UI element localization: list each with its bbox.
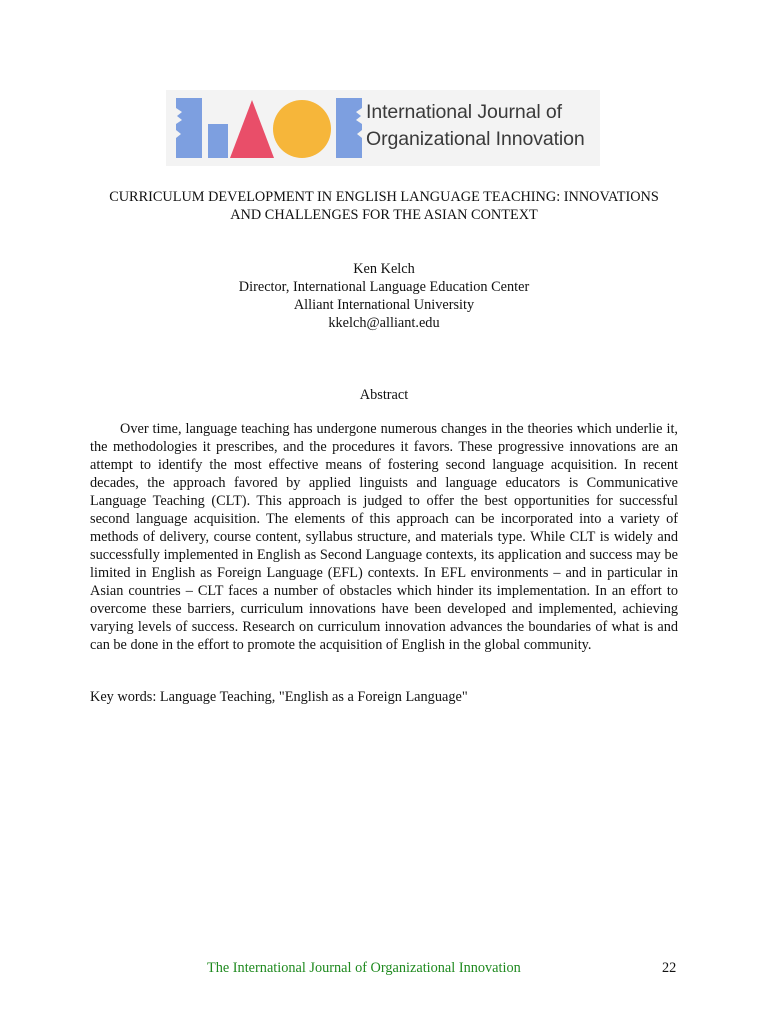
journal-name-line2: Organizational Innovation	[366, 128, 585, 150]
abstract-heading: Abstract	[359, 387, 409, 403]
footer-page-number: 22	[662, 960, 677, 976]
iaoi-logo-icon	[174, 94, 364, 162]
author-email: kkelch@alliant.edu	[328, 315, 440, 331]
paper-title	[80, 188, 688, 224]
keywords-line: Key words: Language Teaching, "English as a Foreign Language"	[90, 689, 468, 705]
paper-title-line2: AND CHALLENGES FOR THE ASIAN CONTEXT	[230, 207, 538, 223]
author-university: Alliant International University	[293, 297, 475, 313]
paper-title-line1: CURRICULUM DEVELOPMENT IN ENGLISH LANGUAGE TEACHING: INNOVATIONS	[109, 189, 659, 205]
journal-logo-banner	[166, 90, 600, 166]
footer-journal-name: The International Journal of Organizational Innovation	[207, 960, 521, 976]
journal-name-line1: International Journal of	[366, 101, 562, 123]
author-name: Ken Kelch	[353, 261, 415, 277]
journal-name	[366, 99, 598, 153]
abstract-paragraph: Over time, language teaching has undergone numerous changes in the theories which underlie it, the methodologies it prescribes, and the procedures it favors. These progressive innovations are an attempt to identify the most effective means of fostering second language acquisition. In recent decades, the approach favored by applied linguists and language educators is Communicative Language Teaching (CLT). This approach is judged to offer the best opportunities for successful second language acquisition. The elements of this approach can be incorporated into a variety of methods of delivery, course content, syllabus structure, and materials type. While CLT is widely and successfully implemented in English as Second Language contexts, its application and success may be limited in English as Foreign Language (EFL) contexts. In EFL environments – and in particular in Asian countries – CLT faces a number of obstacles which hinder its implementation. In an effort to overcome these barriers, curriculum innovations have been developed and implemented, achieving varying levels of success. Research on curriculum innovation advances the boundaries of what is and can be done in the effort to promote the acquisition of English in the global community.	[90, 421, 678, 653]
author-role: Director, International Language Education Center	[238, 279, 530, 295]
author-block	[80, 260, 688, 332]
